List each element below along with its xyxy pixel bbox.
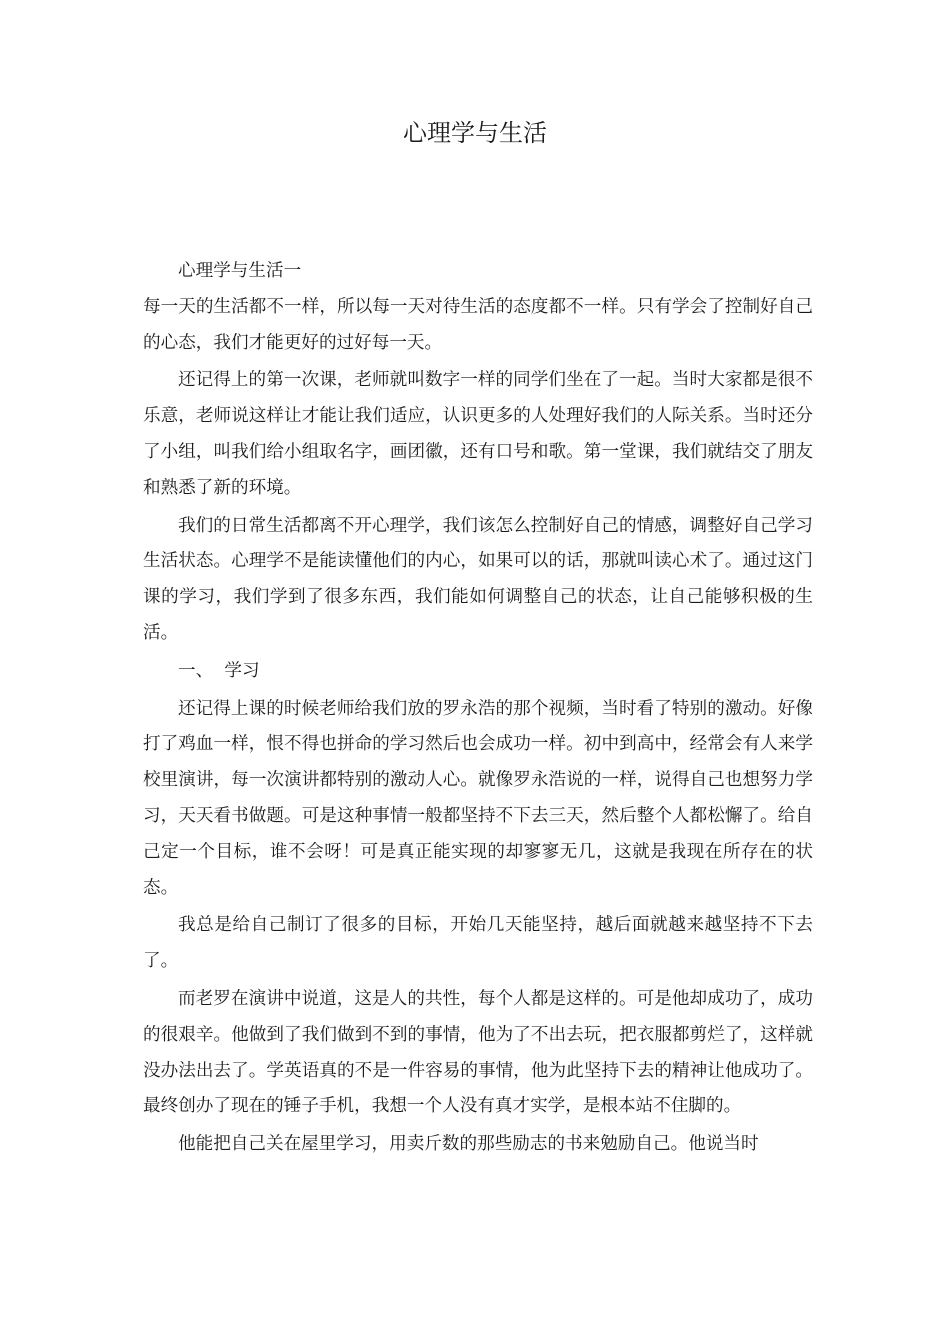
document-body (143, 254, 813, 1163)
paragraph-1: 每一天的生活都不一样，所以每一天对待生活的态度都不一样。只有学会了控制好自己的心态，我们才能更好的过好每一天。 (143, 296, 813, 353)
section-paragraph-1: 还记得上课的时候老师给我们放的罗永浩的那个视频，当时看了特别的激动。好像打了鸡血一样，恨不得也拼命的学习然后也会成功一样。初中到高中，经常会有人来学校里演讲，每一次演讲都特别的激动人心。就像罗永浩说的一样，说得自己也想努力学习，天天看书做题。可是这种事情一般都坚持不下去三天，然后整个人都松懈了。给自己定一个目标，谁不会呀！可是真正能实现的却寥寥无几，这就是我现在所存在的状态。 (143, 698, 813, 898)
paragraph-2: 还记得上的第一次课，老师就叫数字一样的同学们坐在了一起。当时大家都是很不乐意，老师说这样让才能让我们适应，认识更多的人处理好我们的人际关系。当时还分了小组，叫我们给小组取名字，画团徽，还有口号和歌。第一堂课，我们就结交了朋友和熟悉了新的环境。 (143, 370, 813, 498)
paragraph-3: 我们的日常生活都离不开心理学，我们该怎么控制好自己的情感，调整好自己学习生活状态。心理学不是能读懂他们的内心，如果可以的话，那就叫读心术了。通过这门课的学习，我们学到了很多东西，我们能如何调整自己的状态，让自己能够积极的生活。 (143, 515, 813, 643)
section-heading: 一、 学习 (178, 660, 260, 681)
document-subtitle: 心理学与生活一 (178, 261, 302, 281)
section-paragraph-2: 我总是给自己制订了很多的目标，开始几天能坚持，越后面就越来越坚持不下去了。 (143, 915, 813, 972)
section-paragraph-4: 他能把自己关在屋里学习，用卖斤数的那些励志的书来勉励自己。他说当时 (178, 1134, 759, 1155)
document-title: 心理学与生活 (403, 119, 547, 147)
section-paragraph-3: 而老罗在演讲中说道，这是人的共性，每个人都是这样的。可是他却成功了，成功的很艰辛。他做到了我们做到不到的事情，他为了不出去玩，把衣服都剪烂了，这样就没办法出去了。学英语真的不是一件容易的事情，他为此坚持下去的精神让他成功了。最终创办了现在的锤子手机，我想一个人没有真才实学，是根本站不住脚的。 (143, 988, 813, 1117)
